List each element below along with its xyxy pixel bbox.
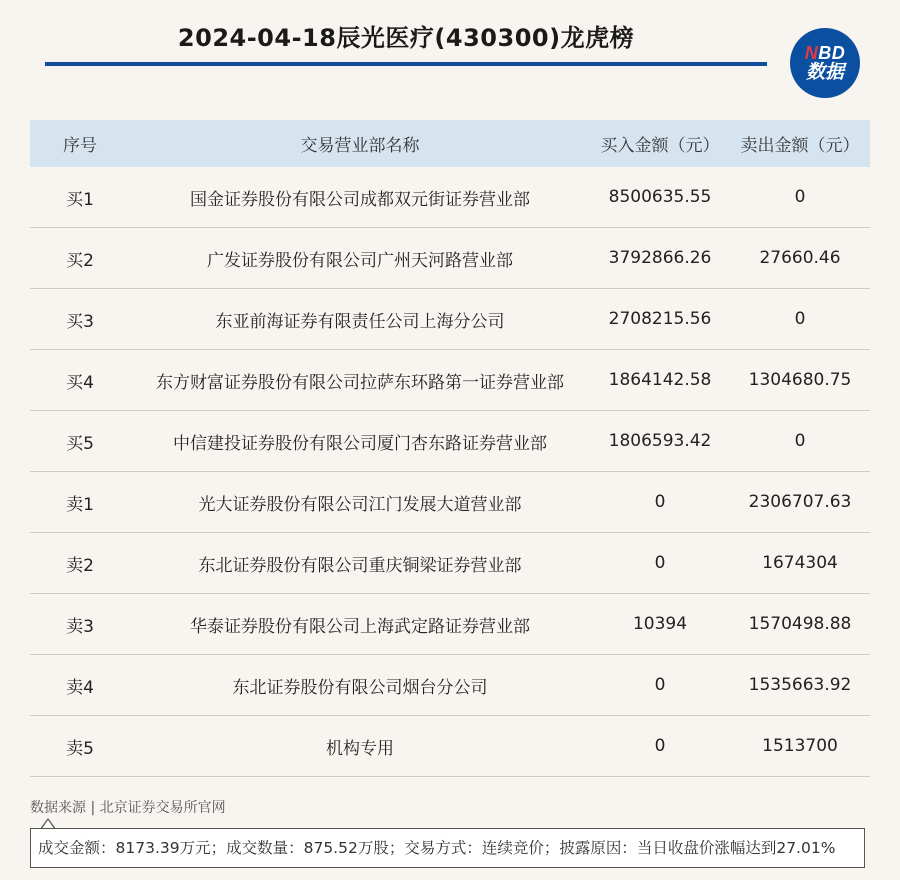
- table-row: [30, 655, 870, 716]
- dragon-tiger-table: [30, 120, 870, 777]
- row-index: 买3: [30, 289, 130, 350]
- row-branch: 国金证券股份有限公司成都双元街证券营业部: [130, 167, 590, 228]
- table-row: [30, 594, 870, 655]
- row-buy: 0: [590, 533, 730, 594]
- row-branch: 机构专用: [130, 716, 590, 777]
- row-buy: 0: [590, 716, 730, 777]
- data-source: 数据来源 | 北京证券交易所官网: [30, 800, 226, 816]
- page-title: 2024-04-18辰光医疗(430300)龙虎榜: [177, 24, 635, 52]
- row-branch: 光大证券股份有限公司江门发展大道营业部: [130, 472, 590, 533]
- row-buy: 1864142.58: [590, 350, 730, 411]
- nbd-logo: [790, 28, 860, 98]
- row-buy: 2708215.56: [590, 289, 730, 350]
- header-sell-amount: 卖出金额（元）: [730, 120, 870, 167]
- table-row: [30, 228, 870, 289]
- row-index: 买1: [30, 167, 130, 228]
- row-buy: 0: [590, 472, 730, 533]
- row-branch: 华泰证券股份有限公司上海武定路证券营业部: [130, 594, 590, 655]
- table-row: [30, 472, 870, 533]
- row-branch: 东北证券股份有限公司重庆铜梁证券营业部: [130, 533, 590, 594]
- table-row: [30, 350, 870, 411]
- row-branch: 广发证券股份有限公司广州天河路营业部: [130, 228, 590, 289]
- row-sell: 1674304: [730, 533, 870, 594]
- header-index: 序号: [30, 120, 130, 167]
- row-index: 卖2: [30, 533, 130, 594]
- row-sell: 1535663.92: [730, 655, 870, 716]
- row-sell: 2306707.63: [730, 472, 870, 533]
- logo-n: N: [804, 43, 819, 63]
- row-buy: 10394: [590, 594, 730, 655]
- row-index: 卖5: [30, 716, 130, 777]
- table-row: [30, 289, 870, 350]
- row-index: 卖4: [30, 655, 130, 716]
- row-sell: 0: [730, 167, 870, 228]
- row-sell: 1304680.75: [730, 350, 870, 411]
- row-buy: 0: [590, 655, 730, 716]
- table-row: [30, 411, 870, 472]
- row-index: 买4: [30, 350, 130, 411]
- header-buy-amount: 买入金额（元）: [590, 120, 730, 167]
- row-sell: 1513700: [730, 716, 870, 777]
- row-branch: 中信建投证券股份有限公司厦门杏东路证券营业部: [130, 411, 590, 472]
- row-index: 卖1: [30, 472, 130, 533]
- logo-bd: BD: [818, 43, 846, 63]
- table-header-row: [30, 120, 870, 167]
- row-sell: 1570498.88: [730, 594, 870, 655]
- row-buy: 1806593.42: [590, 411, 730, 472]
- row-sell: 0: [730, 411, 870, 472]
- table-row: [30, 533, 870, 594]
- trade-summary-note: 成交金额：8173.39万元；成交数量：875.52万股；交易方式：连续竞价；披露原因：当日收盘价涨幅达到27.01%: [30, 828, 865, 868]
- title-underline: [45, 62, 767, 66]
- row-branch: 东亚前海证券有限责任公司上海分公司: [130, 289, 590, 350]
- row-branch: 东方财富证券股份有限公司拉萨东环路第一证券营业部: [130, 350, 590, 411]
- row-sell: 0: [730, 289, 870, 350]
- logo-data-text: 数据: [805, 62, 844, 83]
- row-sell: 27660.46: [730, 228, 870, 289]
- row-index: 买5: [30, 411, 130, 472]
- header-branch-name: 交易营业部名称: [130, 120, 590, 167]
- row-index: 卖3: [30, 594, 130, 655]
- table-row: [30, 167, 870, 228]
- row-buy: 3792866.26: [590, 228, 730, 289]
- table-row: [30, 716, 870, 777]
- row-branch: 东北证券股份有限公司烟台分公司: [130, 655, 590, 716]
- row-buy: 8500635.55: [590, 167, 730, 228]
- row-index: 买2: [30, 228, 130, 289]
